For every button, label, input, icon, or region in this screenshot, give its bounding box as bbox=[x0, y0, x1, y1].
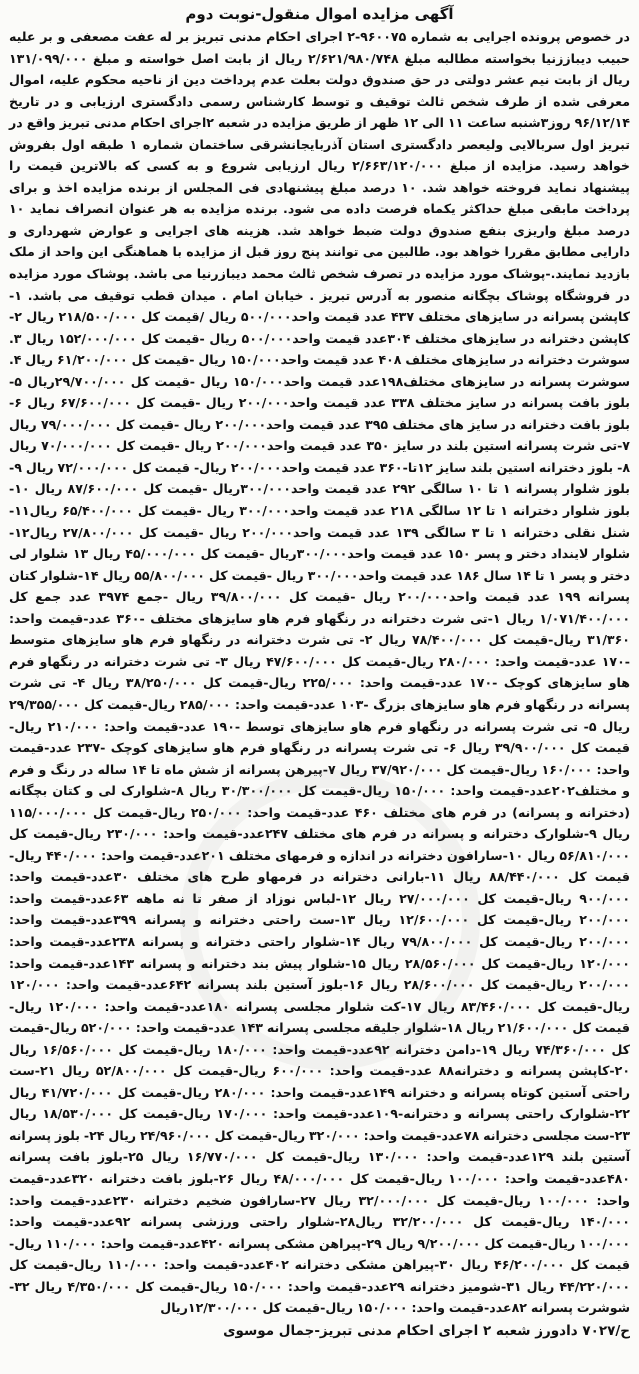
faded-stamp bbox=[180, 770, 480, 1070]
notice-signature: ح/۷۰۲۷ دادورز شعبه ۲ اجرای احکام مدنی تبریز-جمال موسوی bbox=[223, 1322, 630, 1339]
notice-title: آگهی مزایده اموال منقول-نوبت دوم bbox=[185, 5, 454, 23]
notice-body: در خصوص پرونده اجرایی به شماره ۹۶۰۰۷۵-۲ اجرای احکام مدنی تبریز بر له عفت مصعفی و بر علیه حبیب دیباززنیا بخواسته مطالبه مبلغ ۲/۶۲۱/۹۸۰/۷۴۸ ریال از بابت اصل خواسته و مبلغ ۱۳۱/۰۹۹/۰۰۰ ریال از بابت نیم عشر دولتی در حق صندوق دولت بعلت عدم پرداخت دین از ناحیه محکوم علیه، اموال معرفی شده از طرف شخص ثالث توقیف و توسط کارشناس رسمی دادگستری ارزیابی و در تاریخ ۹۶/۱۲/۱۴ روز۳شنبه ساعت ۱۱ الی ۱۲ ظهر از طریق مزایده در شعبه ۲اجرای احکام مدنی تبریز واقع در تبریز اول سربالایی ولیعصر دادگستری استان آذربایجانشرقی ساختمان شماره ۱ طبقه اول بفروش خواهد رسید. مزایده از مبلغ ۲/۶۶۳/۱۲۰/۰۰۰ ریال ارزیابی شروع و به کسی که بالاترین قیمت را پیشنهاد نماید فروخته خواهد شد. ۱۰ درصد مبلغ پیشنهادی فی المجلس از برنده مزایده اخذ و برای پرداخت مابقی مبلغ حداکثر یکماه فرصت داده می شود. برنده مزایده به هر عنوان انصراف نماید ۱۰ درصد مبلغ واریزی بنفع صندوق دولت ضبط خواهد شد. هزینه های اجرایی و عوارض شهرداری و دارایی مطابق مقررا خواهد بود. طالبین می توانند پنج روز قبل از مزایده با هماهنگی این واحد از ملک بازدید نمایند.-پوشاک مورد مزایده در تصرف شخص ثالث محمد دیبازرنیا می باشد. پوشاک مورد مزایده در فروشگاه پوشاک بچگانه منصور به آدرس تبریز . خیابان امام . میدان قطب توقیف می باشد. ۱-کاپشن پسرانه در سایزهای مختلف ۴۳۷ عدد قیمت واحد۵۰۰/۰۰۰ ریال /قیمت کل ۲۱۸/۵۰۰/۰۰۰ ریال ۲-کاپشن دخترانه در سایزهای مختلف ۳۰۴عدد قیمت واحد۵۰۰/۰۰۰ ریال -قیمت کل ۱۵۲/۰۰۰/۰۰۰ ریال ۳. سوشرت دخترانه در سایزهای مختلف ۴۰۸ عدد قیمت واحد۱۵۰/۰۰۰ ریال -قیمت کل ۶۱/۲۰۰/۰۰۰ ریال ۴. سوشرت پسرانه در سایزهای مختلف۱۹۸عدد قیمت واحد۱۵۰/۰۰۰ ریال -قیمت کل ۲۹/۷۰۰/۰۰۰ریال ۵- بلوز بافت پسرانه در سایز مختلف ۳۳۸ عدد قیمت واحد۲۰۰/۰۰۰ ریال -قیمت کل ۶۷/۶۰۰/۰۰۰ ریال ۶- بلوز بافت دخترانه در سایز های مختلف ۳۹۵ عدد قیمت واحد۲۰۰/۰۰۰ ریال -قیمت کل ۷۹/۰۰۰/۰۰۰ ریال ۷-تی شرت پسرانه استین بلند در سایز ۳۵۰ عدد قیمت واحد۲۰۰/۰۰۰ ریال -قیمت کل ۷۰/۰۰۰/۰۰۰ ریال ۸- بلوز دخترانه استین بلند سایز ۱۲تا-۳۶۰ عدد قیمت واحد۲۰۰/۰۰۰ ریال- قیمت کل ۷۲/۰۰۰/۰۰۰ ریال ۹- بلوز شلوار پسرانه ۱ تا ۱۰ سالگی ۲۹۲ عدد قیمت واحد۳۰۰/۰۰۰ریال -قیمت کل ۸۷/۶۰۰/۰۰۰ ریال ۱۰- بلوز شلوار دخترانه ۱ تا ۱۲ سالگی ۲۱۸ عدد قیمت واحد۳۰۰/۰۰۰ ریال -قیمت کل ۶۵/۴۰۰/۰۰۰ ریال۱۱- شنل نقلی دخترانه ۱ تا ۳ سالگی ۱۳۹ عدد قیمت واحد۲۰۰/۰۰۰ ریال -قیمت کل ۲۷/۸۰۰/۰۰۰ ریال۱۲-شلوار لاینداد دختر و پسر ۱۵۰ عدد قیمت واحد۳۰۰/۰۰۰ریال -قیمت کل ۴۵/۰۰۰/۰۰۰ ریال ۱۳ شلوار لی دختر و پسر ۱ تا ۱۴ سال ۱۸۶ عدد قیمت واحد۳۰۰/۰۰۰ ریال -قیمت کل ۵۵/۸۰۰/۰۰۰ ریال ۱۴-شلوار کتان پسرانه ۱۹۹ عدد قیمت واحد۲۰۰/۰۰۰ ریال -قیمت کل ۳۹/۸۰۰/۰۰۰ ریال -جمع ۳۹۷۴ عدد جمع کل ۱/۰۷۱/۴۰۰/۰۰۰ ریال ۱-تی شرت دخترانه در رنگهاو فرم هاو سایزهای مختلف -۳۶۰ عدد-قیمت واحد: ۳۱/۳۶۰ ریال-قیمت کل ۷۸/۴۰۰/۰۰۰ ریال ۲- تی شرت دخترانه در رنگهاو فرم هاو سایزهای متوسط -۱۷۰ عدد-قیمت واحد: ۲۸۰/۰۰۰ ریال-قیمت کل ۴۷/۶۰۰/۰۰۰ ریال ۳- تی شرت دخترانه در رنگهاو فرم هاو سایزهای کوچک -۱۷۰ عدد-قیمت واحد: ۲۲۵/۰۰۰ ریال-قیمت کل ۳۸/۲۵۰/۰۰۰ ریال ۴- تی شرت پسرانه در رنگهاو فرم هاو سایزهای بزرگ -۱۰۳ عدد-قیمت واحد: ۲۸۵/۰۰۰ ریال-قیمت کل ۲۹/۳۵۵/۰۰۰ ریال ۵- تی شرت پسرانه در رنگهاو فرم هاو سایزهای توسط -۱۹۰ عدد-قیمت واحد: ۲۱۰/۰۰۰ ریال-قیمت کل ۳۹/۹۰۰/۰۰۰ ریال ۶- تی شرت پسرانه در رنگهاو فرم هاو سایزهای کوچک -۲۳۷ عدد-قیمت واحد: ۱۶۰/۰۰۰ ریال-قیمت کل ۳۷/۹۲۰/۰۰۰ ریال ۷-پیرهن پسرانه از شش ماه تا ۱۴ ساله در رنگ و فرم و مختلف۲۰۲عدد-قیمت واحد: ۱۵۰/۰۰۰ ریال-قیمت کل ۳۰/۳۰۰/۰۰۰ ریال ۸-شلوارک لی و کتان بچگانه (دخترانه و پسرانه) در فرم های مختلف ۴۶۰ عدد-قیمت واحد: ۲۵۰/۰۰۰ ریال-قیمت کل ۱۱۵/۰۰۰/۰۰۰ ریال ۹-شلوارک دخترانه و پسرانه در فرم های مختلف ۲۴۷عدد-قیمت واحد: ۲۳۰/۰۰۰ ریال-قیمت کل ۵۶/۸۱۰/۰۰۰ ریال ۱۰-سارافون دخترانه در اندازه و فرمهای مختلف ۲۰۱عدد-قیمت واحد: ۴۴۰/۰۰۰ ریال-قیمت کل ۸۸/۴۴۰/۰۰۰ ریال ۱۱-بارانی دخترانه در فرمهاو طرح های مختلف ۳۰عدد-قیمت واحد: ۹۰۰/۰۰۰ ریال-قیمت کل ۲۷/۰۰۰/۰۰۰ ریال ۱۲-لباس نوزاد از صفر تا نه ماهه ۶۳عدد-قیمت واحد: ۲۰۰/۰۰۰ ریال-قیمت کل ۱۲/۶۰۰/۰۰۰ ریال ۱۳-ست راحتی دخترانه و پسرانه ۳۹۹عدد-قیمت واحد: ۲۰۰/۰۰۰ ریال-قیمت کل ۷۹/۸۰۰/۰۰۰ ریال ۱۴-شلوار راحتی دخترانه و پسرانه ۲۳۸عدد-قیمت واحد: ۱۲۰/۰۰۰ ریال-قیمت کل ۲۸/۵۶۰/۰۰۰ ریال ۱۵-شلوار پیش بند دخترانه و پسرانه ۱۴۳عدد-قیمت واحد: ۲۰۰/۰۰۰ ریال-قیمت کل ۲۸/۶۰۰/۰۰۰ ریال ۱۶-بلوز آستین بلند پسرانه ۶۴۲عدد-قیمت واحد: ۱۲۰/۰۰۰ ریال-قیمت کل ۸۳/۴۶۰/۰۰۰ ریال ۱۷-کت شلوار مجلسی پسرانه ۱۸۰عدد-قیمت واحد: ۱۲۰/۰۰۰ ریال-قیمت کل ۲۱/۶۰۰/۰۰۰ ریال ۱۸-شلوار جلیقه مجلسی پسرانه ۱۴۳ عدد-قیمت واحد: ۵۲۰/۰۰۰ ریال-قیمت کل ۷۴/۳۶۰/۰۰۰ ریال ۱۹-دامن دخترانه ۹۲عدد-قیمت واحد: ۱۸۰/۰۰۰ ریال-قیمت کل ۱۶/۵۶۰/۰۰۰ ریال ۲۰-کاپشن پسرانه و دخترانه۸۸ عدد-قیمت واحد: ۶۰۰/۰۰۰ ریال-قیمت کل ۵۲/۸۰۰/۰۰۰ ریال ۲۱-ست راحتی آستین کوتاه پسرانه و دخترانه ۱۴۹عدد-قیمت واحد: ۲۸۰/۰۰۰ ریال-قیمت کل ۴۱/۷۲۰/۰۰۰ ریال ۲۲-شلوارک راحتی پسرانه و دخترانه-۱۰۹عدد-قیمت واحد: ۱۷۰/۰۰۰ ریال-قیمت کل ۱۸/۵۳۰/۰۰۰ ریال ۲۳-ست مجلسی دخترانه ۷۸عدد-قیمت واحد: ۳۲۰/۰۰۰ ریال-قیمت کل ۲۴/۹۶۰/۰۰۰ ریال ۲۴- بلوز پسرانه آستین بلند ۱۲۹عدد-قیمت واحد: ۱۳۰/۰۰۰ ریال-قیمت کل ۱۶/۷۷۰/۰۰۰ ریال ۲۵-بلوز بافت پسرانه ۴۸۰عدد-قیمت واحد: ۱۰۰/۰۰۰ ریال-قیمت کل ۴۸/۰۰۰/۰۰۰ ریال ۲۶-بلوز بافت دخترانه ۳۲۰عدد-قیمت واحد: ۱۰۰/۰۰۰ ریال-قیمت کل ۳۲/۰۰۰/۰۰۰ ریال ۲۷-سارافون ضخیم دخترانه ۲۳۰عدد-قیمت واحد: ۱۴۰/۰۰۰ ریال-قیمت کل ۳۲/۲۰۰/۰۰۰ ریال۲۸-شلوار راحتی ورزشی پسرانه ۹۲عدد-قیمت واحد: ۱۰۰/۰۰۰ ریال-قیمت کل ۹/۲۰۰/۰۰۰ ریال ۲۹-پیراهن مشکی پسرانه ۴۲۰عدد-قیمت واحد: ۱۱۰/۰۰۰ ریال-قیمت کل ۴۶/۲۰۰/۰۰۰ ریال ۳۰-پیراهن مشکی دخترانه ۴۰۲عدد-قیمت واحد: ۱۱۰/۰۰۰ ریال-قیمت کل ۴۴/۲۲۰/۰۰۰ ریال ۳۱-شومیز دخترانه ۲۹عدد-قیمت واحد: ۱۵۰/۰۰۰ ریال-قیمت کل ۴/۳۵۰/۰۰۰ ریال ۳۲-شوشرت پسرانه ۸۲عدد-قیمت واحد: ۱۵۰/۰۰۰ ریال-قیمت کل ۱۲/۳۰۰/۰۰۰ریال bbox=[9, 29, 631, 1316]
